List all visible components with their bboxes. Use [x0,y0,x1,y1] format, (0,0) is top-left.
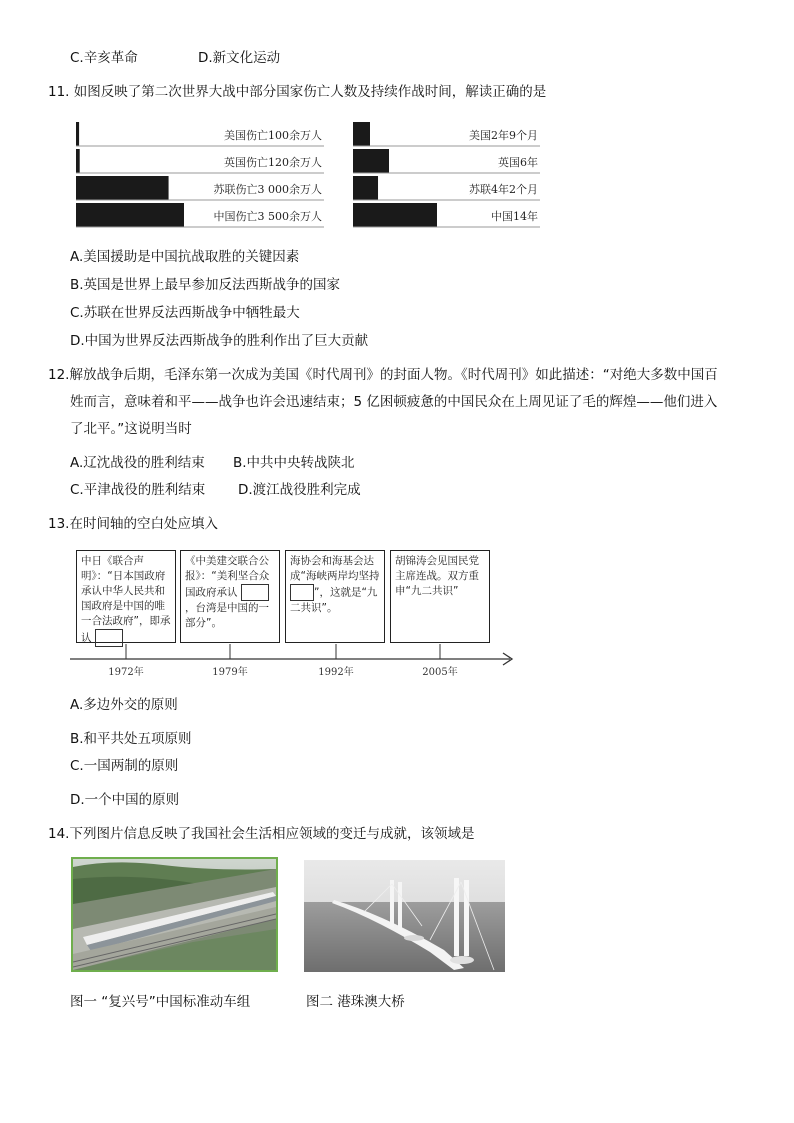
timeline-axis [66,643,522,683]
bar-label: 中国伤亡3 500余万人 [213,210,322,223]
q13-option-c: C.一国两制的原则 [70,758,179,774]
hzm-bridge-photo [304,860,505,972]
q11-option-d: D.中国为世界反法西斯战争的胜利作出了巨大贡献 [70,333,369,349]
timeline-event-text-after: ，台湾是中国的一部分”。 [185,602,269,629]
q13-stem: 13.在时间轴的空白处应填入 [48,516,218,532]
bar [353,203,437,227]
timeline-event-1972 [76,550,176,643]
q13-option-d: D.一个中国的原则 [70,792,180,808]
bar [76,203,184,227]
q13-option-a: A.多边外交的原则 [70,697,178,713]
bar [353,176,378,200]
duration-chart [353,122,540,227]
q12-stem-line2: 姓而言，意味着和平——战争也许会迅速结束；5 亿困顿疲惫的中国民众在上周见证了毛的辉煌——他们进入 [70,394,718,410]
q13-option-b: B.和平共处五项原则 [70,731,192,747]
bar-label: 美国伤亡100余万人 [224,129,322,142]
bar-label: 英国伤亡120余万人 [224,156,322,169]
bar-label: 英国6年 [498,156,538,169]
q10-option-d: D.新文化运动 [198,50,281,66]
timeline-event-1979 [180,550,280,643]
q11-stem: 11. 如图反映了第二次世界大战中部分国家伤亡人数及持续作战时间，解读正确的是 [48,84,547,100]
answer-blank [241,584,269,601]
q11-option-b: B.英国是世界上最早参加反法西斯战争的国家 [70,277,341,293]
timeline-event-2005 [390,550,490,643]
q12-option-b: B.中共中央转战陕北 [233,455,355,471]
timeline-year-2005: 2005年 [422,667,458,678]
timeline-year-1972: 1972年 [108,667,144,678]
bar [76,149,80,173]
figure1-caption: 图一 “复兴号”中国标准动车组 [70,994,251,1010]
ww2-casualties-duration-chart [70,112,550,237]
bar-label: 苏联4年2个月 [469,183,538,196]
timeline-event-text: 中日《联合声明》：“日本国政府承认中华人民共和国政府是中国的唯一合法政府”，即承认 [81,555,171,644]
bar [353,149,389,173]
q11-option-c: C.苏联在世界反法西斯战争中牺牲最大 [70,305,300,321]
bar [76,122,79,146]
bar-label: 美国2年9个月 [469,129,538,142]
figure2-caption: 图二 港珠澳大桥 [306,994,405,1010]
q12-option-a: A.辽沈战役的胜利结束 [70,455,205,471]
timeline-year-1992: 1992年 [318,667,354,678]
q12-option-d: D.渡江战役胜利完成 [238,482,361,498]
timeline-event-1992 [285,550,385,643]
bar [353,122,370,146]
timeline-year-1979: 1979年 [212,667,248,678]
high-speed-train-photo [71,857,278,972]
timeline-event-text: 胡锦涛会见国民党主席连战。双方重申“九二共识” [395,555,479,597]
casualties-chart [76,122,324,227]
q12-stem-line3: 了北平。”这说明当时 [70,421,192,437]
bar-label: 苏联伤亡3 000余万人 [213,183,322,196]
q12-stem-line1: 12.解放战争后期，毛泽东第一次成为美国《时代周刊》的封面人物。《时代周刊》如此描述：“对绝大多数中国百 [48,367,718,383]
bar-label: 中国14年 [491,210,538,223]
q10-option-c: C.辛亥革命 [70,50,138,66]
q14-stem: 14.下列图片信息反映了我国社会生活相应领域的变迁与成就，该领域是 [48,826,475,842]
answer-blank [290,584,314,601]
timeline-event-text-after: ”，这就是“九二共识”。 [290,586,378,614]
q11-option-a: A.美国援助是中国抗战取胜的关键因素 [70,249,300,265]
q12-option-c: C.平津战役的胜利结束 [70,482,206,498]
timeline-event-text: 海协会和海基会达成“海峡两岸均坚持 [290,555,380,582]
bar [76,176,169,200]
timeline-event-text: 《中美建交联合公报》：“美利坚合众国政府承认 [185,555,270,599]
